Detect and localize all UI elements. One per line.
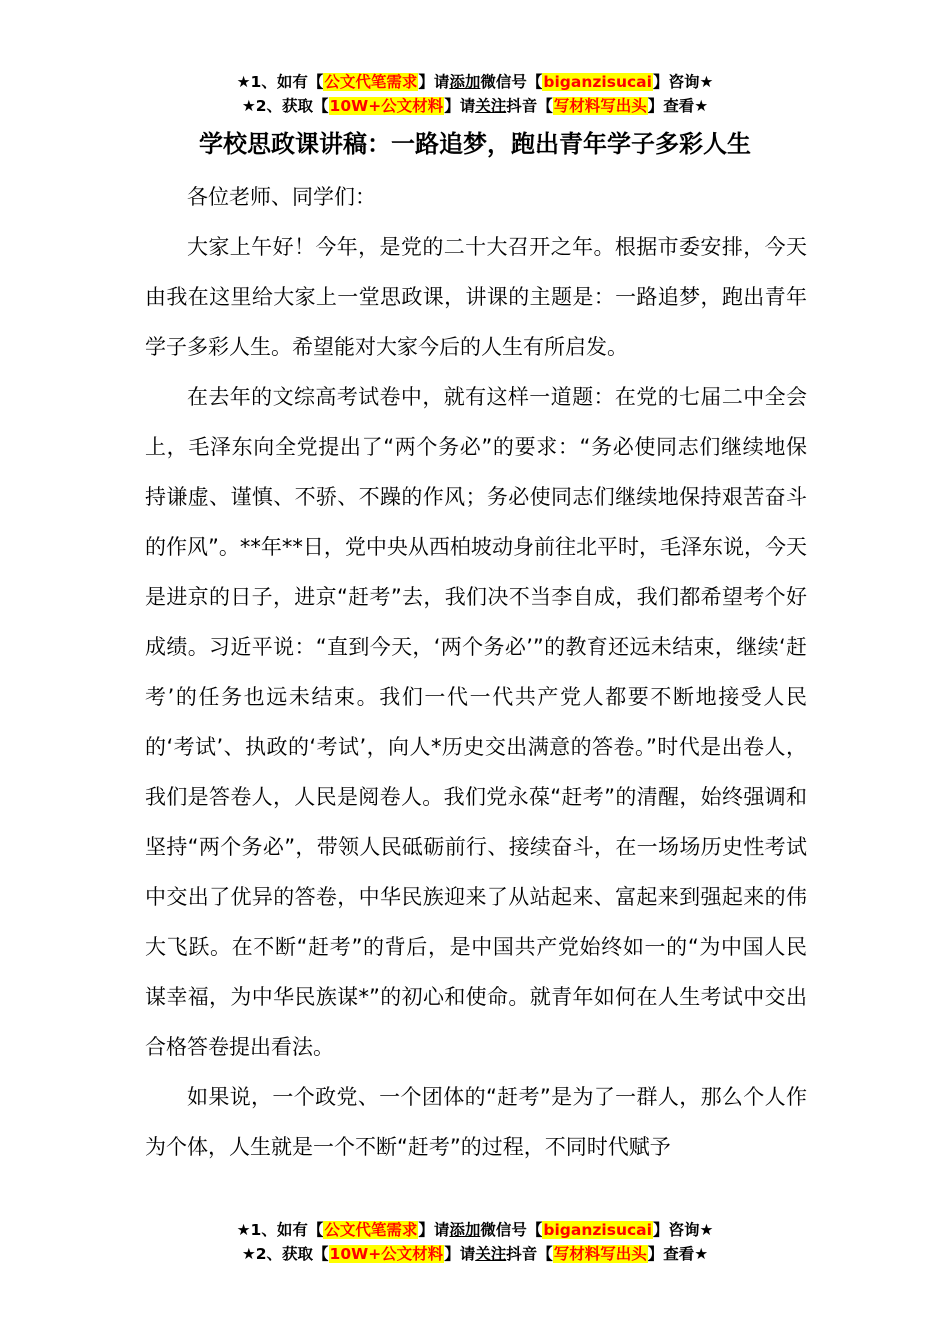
footer-banner (0, 1218, 950, 1266)
document-title: 学校思政课讲稿：一路追梦，跑出青年学子多彩人生 (199, 130, 751, 158)
highlight-materials: 10W+公文材料 (329, 97, 444, 115)
banner-text: 】请 (444, 1245, 476, 1263)
underlined-text: 关注 (475, 97, 507, 115)
highlight-wechat-id: biganzisucai (543, 73, 652, 91)
star-icon: ★ (699, 1221, 714, 1239)
star-icon: ★ (694, 97, 709, 115)
banner-text: 】咨询 (652, 73, 700, 91)
underlined-text: 添加 (449, 73, 481, 91)
highlight-douyin-account: 写材料写出头 (553, 1245, 647, 1263)
banner-line-1 (0, 70, 950, 94)
star-icon: ★ (236, 1221, 251, 1239)
banner-line-2 (0, 1242, 950, 1266)
banner-text: 】请 (418, 1221, 450, 1239)
banner-text: 2、获取【 (255, 97, 329, 115)
banner-line-1 (0, 1218, 950, 1242)
banner-text: 2、获取【 (255, 1245, 329, 1263)
banner-text: 】查看 (647, 1245, 695, 1263)
paragraph: 在去年的文综高考试卷中，就有这样一道题：在党的七届二中全会上，毛泽东向全党提出了“两个务必”的要求：“务必使同志们继续地保持谦虚、谨慎、不骄、不躁的作风；务必使同志们继续地保持艰苦奋斗的作风”。**年**日，党中央从西柏坡动身前往北平时，毛泽东说，今天是进京的日子，进京“赶考”去，我们决不当李自成，我们都希望考个好成绩。习近平说：“直到今天，‘两个务必’”的教育还远未结束，继续‘赶考’的任务也远未结束。我们一代一代共产党人都要不断地接受人民的‘考试’、执政的‘考试’，向人*历史交出满意的答卷。”时代是出卷人，我们是答卷人，人民是阅卷人。我们党永葆“赶考”的清醒，始终强调和坚持“两个务必”，带领人民砥砺前行、接续奋斗，在一场场历史性考试中交出了优异的答卷，中华民族迎来了从站起来、富起来到强起来的伟大飞跃。在不断“赶考”的背后，是中国共产党始终如一的“为中国人民谋幸福，为中华民族谋*”的初心和使命。就青年如何在人生考试中交出合格答卷提出看法。 (145, 385, 807, 1059)
highlight-service: 公文代笔需求 (324, 73, 418, 91)
document-body (145, 172, 807, 1172)
banner-text: 】请 (444, 97, 476, 115)
banner-text: 】查看 (647, 97, 695, 115)
banner-text: 1、如有【 (250, 1221, 324, 1239)
banner-text: 1、如有【 (250, 73, 324, 91)
highlight-service: 公文代笔需求 (324, 1221, 418, 1239)
star-icon: ★ (241, 1245, 256, 1263)
paragraph: 大家上午好！今年，是党的二十大召开之年。根据市委安排，今天由我在这里给大家上一堂思政课，讲课的主题是：一路追梦，跑出青年学子多彩人生。希望能对大家今后的人生有所启发。 (145, 235, 807, 359)
star-icon: ★ (699, 73, 714, 91)
highlight-materials: 10W+公文材料 (329, 1245, 444, 1263)
banner-text: 微信号【 (480, 1221, 543, 1239)
banner-line-2 (0, 94, 950, 118)
banner-text: 抖音【 (506, 1245, 553, 1263)
banner-text: 抖音【 (506, 97, 553, 115)
star-icon: ★ (241, 97, 256, 115)
highlight-douyin-account: 写材料写出头 (553, 97, 647, 115)
highlight-wechat-id: biganzisucai (543, 1221, 652, 1239)
star-icon: ★ (236, 73, 251, 91)
underlined-text: 添加 (449, 1221, 481, 1239)
star-icon: ★ (694, 1245, 709, 1263)
paragraph: 如果说，一个政党、一个团体的“赶考”是为了一群人，那么个人作为个体，人生就是一个不断“赶考”的过程，不同时代赋予 (145, 1085, 807, 1159)
banner-text: 】咨询 (652, 1221, 700, 1239)
banner-text: 微信号【 (480, 73, 543, 91)
header-banner (0, 70, 950, 118)
paragraph-salutation: 各位老师、同学们： (187, 185, 376, 209)
underlined-text: 关注 (475, 1245, 507, 1263)
banner-text: 】请 (418, 73, 450, 91)
